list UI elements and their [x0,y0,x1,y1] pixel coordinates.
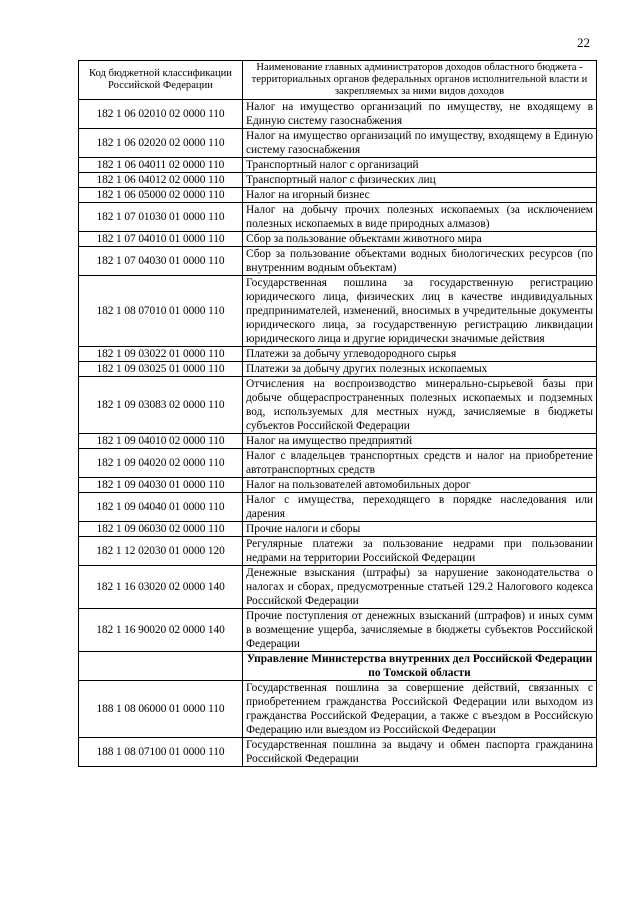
table-row [79,738,597,767]
revenue-name: Государственная пошлина за государственную регистрацию юридического лица, физических лиц в качестве индивидуальных предпринимателей, изменений, вносимых в учредительные документы юридического лица, за государственную регистрацию ликвидации юридического лица и другие юридически значимые действия [243,276,597,347]
table-row [79,362,597,377]
revenue-name: Государственная пошлина за выдачу и обмен паспорта гражданина Российской Федерации [243,738,597,767]
revenue-code: 188 1 08 06000 01 0000 110 [79,681,243,738]
section-title: Управление Министерства внутренних дел Российской Федерации по Томской области [243,652,597,681]
table-row [79,522,597,537]
revenue-code: 182 1 07 04030 01 0000 110 [79,247,243,276]
revenue-code: 188 1 08 07100 01 0000 110 [79,738,243,767]
revenue-code: 182 1 09 04040 01 0000 110 [79,493,243,522]
table-row [79,377,597,434]
revenue-code: 182 1 06 02010 02 0000 110 [79,100,243,129]
revenue-name: Регулярные платежи за пользование недрами при пользовании недрами на территории Российской Федерации [243,537,597,566]
revenue-code: 182 1 16 03020 02 0000 140 [79,566,243,609]
table-row [79,173,597,188]
revenue-name: Отчисления на воспроизводство минерально-сырьевой базы при добыче общераспространенных полезных ископаемых и подземных вод, используемых для местных нужд, зачисляемые в бюджеты субъектов Российской Федерации [243,377,597,434]
table-row [79,188,597,203]
revenue-code: 182 1 16 90020 02 0000 140 [79,609,243,652]
table-row [79,681,597,738]
section-row [79,652,597,681]
revenue-name: Платежи за добычу других полезных ископаемых [243,362,597,377]
revenue-name: Сбор за пользование объектами животного мира [243,232,597,247]
revenue-name: Налог с владельцев транспортных средств и налог на приобретение автотранспортных средств [243,449,597,478]
revenue-code: 182 1 12 02030 01 0000 120 [79,537,243,566]
revenue-name: Транспортный налог с организаций [243,158,597,173]
revenue-name: Налог на добычу прочих полезных ископаемых (за исключением полезных ископаемых в виде природных алмазов) [243,203,597,232]
table-row [79,276,597,347]
revenue-name: Налог на имущество предприятий [243,434,597,449]
table-row [79,232,597,247]
page-number: 22 [577,35,590,50]
table-row [79,158,597,173]
table-row [79,129,597,158]
revenue-code: 182 1 09 03083 02 0000 110 [79,377,243,434]
table-row [79,566,597,609]
table-row [79,449,597,478]
revenue-name: Сбор за пользование объектами водных биологических ресурсов (по внутренним водным объектам) [243,247,597,276]
budget-revenue-table [78,60,597,767]
table-row [79,100,597,129]
revenue-code: 182 1 08 07010 01 0000 110 [79,276,243,347]
revenue-code: 182 1 06 05000 02 0000 110 [79,188,243,203]
table-row [79,478,597,493]
revenue-name: Прочие налоги и сборы [243,522,597,537]
revenue-name: Платежи за добычу углеводородного сырья [243,347,597,362]
header-code: Код бюджетной классификации Российской Федерации [79,61,243,100]
table-row [79,537,597,566]
revenue-name: Налог на имущество организаций по имуществу, входящему в Единую систему газоснабжения [243,129,597,158]
revenue-name: Налог на игорный бизнес [243,188,597,203]
revenue-code [79,652,243,681]
table-row [79,347,597,362]
revenue-name: Транспортный налог с физических лиц [243,173,597,188]
revenue-name: Налог с имущества, переходящего в порядке наследования или дарения [243,493,597,522]
revenue-name: Налог на пользователей автомобильных дорог [243,478,597,493]
revenue-code: 182 1 07 01030 01 0000 110 [79,203,243,232]
table-row [79,434,597,449]
table-header-row [79,61,597,100]
revenue-code: 182 1 09 04010 02 0000 110 [79,434,243,449]
revenue-code: 182 1 09 04020 02 0000 110 [79,449,243,478]
revenue-code: 182 1 09 03025 01 0000 110 [79,362,243,377]
revenue-name: Налог на имущество организаций по имуществу, не входящему в Единую систему газоснабжения [243,100,597,129]
revenue-code: 182 1 06 04012 02 0000 110 [79,173,243,188]
revenue-name: Прочие поступления от денежных взысканий (штрафов) и иных сумм в возмещение ущерба, зачисляемые в бюджеты субъектов Российской Федерации [243,609,597,652]
revenue-code: 182 1 06 02020 02 0000 110 [79,129,243,158]
header-name: Наименование главных администраторов доходов областного бюджета - территориальных органов федеральных органов исполнительной власти и закрепляемых за ними видов доходов [243,61,597,100]
table-row [79,203,597,232]
revenue-code: 182 1 07 04010 01 0000 110 [79,232,243,247]
table-row [79,609,597,652]
revenue-code: 182 1 09 06030 02 0000 110 [79,522,243,537]
revenue-name: Денежные взыскания (штрафы) за нарушение законодательства о налогах и сборах, предусмотренные статьей 129.2 Налогового кодекса Российской Федерации [243,566,597,609]
revenue-code: 182 1 09 03022 01 0000 110 [79,347,243,362]
revenue-code: 182 1 09 04030 01 0000 110 [79,478,243,493]
table-row [79,247,597,276]
table-row [79,493,597,522]
revenue-code: 182 1 06 04011 02 0000 110 [79,158,243,173]
revenue-name: Государственная пошлина за совершение действий, связанных с приобретением гражданства Российской Федерации или выходом из гражданства Российской Федерации, а также с въездом в Российскую Федерацию или выездом из Российской Федерации [243,681,597,738]
